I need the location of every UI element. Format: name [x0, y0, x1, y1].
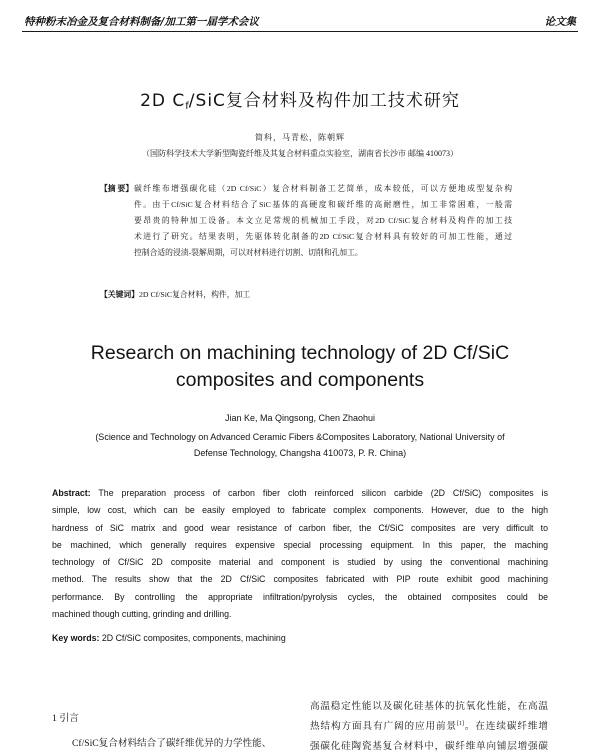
running-header-conference: 特种粉末冶金及复合材料制备/加工第一届学术会议: [24, 16, 259, 28]
authors-cn: 简科，马青松，陈朝辉: [255, 133, 345, 142]
running-header-volume: 论文集: [544, 16, 576, 28]
abstract-en-line: hardness of SiC matrix and good wear resistance of carbon fiber, the Cf/SiC composites are very difficult to: [52, 522, 548, 533]
abstract-en-line: method. The results show that the 2D Cf/SiC composites fabricated with PIP route exhibit good machining: [52, 574, 548, 585]
abstract-cn-line: 件。由于Cf/SiC复合材料结合了SiC基体的高硬度和碳纤维的高耐磨性，加工非常困难，一般需: [134, 200, 512, 209]
abstract-en-line: performance. By controlling the appropriate infiltration/pyrolysis cycles, the obtained composites could be: [52, 591, 548, 602]
abstract-cn: [100, 181, 512, 261]
abstract-en-line: technology of Cf/SiC 2D composite material and component is studied by using the conventional machining: [52, 557, 548, 568]
affiliation-cn: （国防科学技术大学新型陶瓷纤维及其复合材料重点实验室，湖南省长沙市 邮编 410073）: [142, 149, 458, 158]
keywords-en-text: 2D Cf/SiC composites, components, machining: [101, 633, 286, 643]
affiliation-en-line: Defense Technology, Changsha 410073, P. R. China): [193, 448, 407, 458]
title-en-line: composites and components: [175, 369, 425, 391]
abstract-cn-line: 要昂贵的特种加工设备。本文立足常规的机械加工手段，对2D Cf/SiC复合材料及构件的加工技: [134, 216, 512, 225]
affiliation-en-line: (Science and Technology on Advanced Ceramic Fibers &Composites Laboratory, National University of: [95, 432, 505, 442]
keywords-cn: [100, 289, 512, 300]
body-left-line: Cf/SiC复合材料结合了碳纤维优异的力学性能、: [72, 738, 272, 749]
body-right-line: 高温稳定性能以及碳化硅基体的抗氧化性能，在高温: [310, 701, 548, 712]
body-right-line-text: 。在连续碳纤维增: [464, 721, 548, 732]
abstract-cn-line: 术进行了研究。结果表明，先驱体转化制备的2D Cf/SiC复合材料具有较好的可加工性能，通过: [134, 232, 512, 241]
abstract-en-line: [52, 485, 548, 502]
title-cn-prefix: 2D C: [140, 91, 186, 111]
section-heading-introduction: 1 引言: [52, 713, 79, 724]
paper-title-en: [30, 340, 570, 394]
keywords-en-label: Key words:: [52, 633, 100, 643]
abstract-en-line: simple, low cost, which can be easily employed to fabricate complex components. However, due to the high: [52, 505, 548, 516]
body-right-column: [310, 697, 548, 755]
abstract-cn-body: [134, 181, 512, 261]
title-en-line: Research on machining technology of 2D Cf/SiC: [90, 342, 510, 364]
body-right-line: 强碳化硅陶瓷基复合材料中，碳纤维单向铺层增强碳: [310, 741, 548, 752]
keywords-en: [52, 633, 548, 643]
abstract-cn-label: 【摘 要】: [100, 184, 134, 193]
body-right-line: [310, 717, 548, 737]
keywords-cn-label: 【关键词】: [100, 290, 139, 299]
header-rule: [22, 31, 578, 32]
abstract-en: [52, 485, 548, 623]
paper-title-cn: [40, 88, 560, 114]
title-cn-suffix: /SiC复合材料及构件加工技术研究: [188, 91, 460, 111]
abstract-en-line-text: The preparation process of carbon fiber cloth reinforced silicon carbide (2D Cf/SiC) composites is: [98, 488, 548, 498]
abstract-en-label: Abstract:: [52, 488, 91, 498]
abstract-en-line: machined though cutting, grinding and drilling.: [52, 609, 232, 620]
abstract-en-line: be machined, which generally requires expensive special processing equipment. In this paper, the maching: [52, 539, 548, 550]
authors-en: Jian Ke, Ma Qingsong, Chen Zhaohui: [224, 413, 376, 423]
keywords-cn-text: 2D Cf/SiC复合材料，构件，加工: [138, 290, 251, 299]
body-right-line-text: 热结构方面具有广阔的应用前景: [310, 721, 457, 732]
abstract-cn-line: 碳纤维布增强碳化硅（2D Cf/SiC）复合材料制备工艺简单，成本较低，可以方便地成型复杂构: [134, 184, 512, 193]
abstract-cn-line: 控制合适的浸渍-裂解周期，可以对材料进行切割、切削和孔加工。: [134, 248, 363, 257]
affiliation-en: [40, 429, 560, 461]
body-left-column: [52, 737, 290, 751]
citation-ref: [1]: [457, 721, 464, 727]
title-cn-subscript: f: [185, 101, 189, 112]
